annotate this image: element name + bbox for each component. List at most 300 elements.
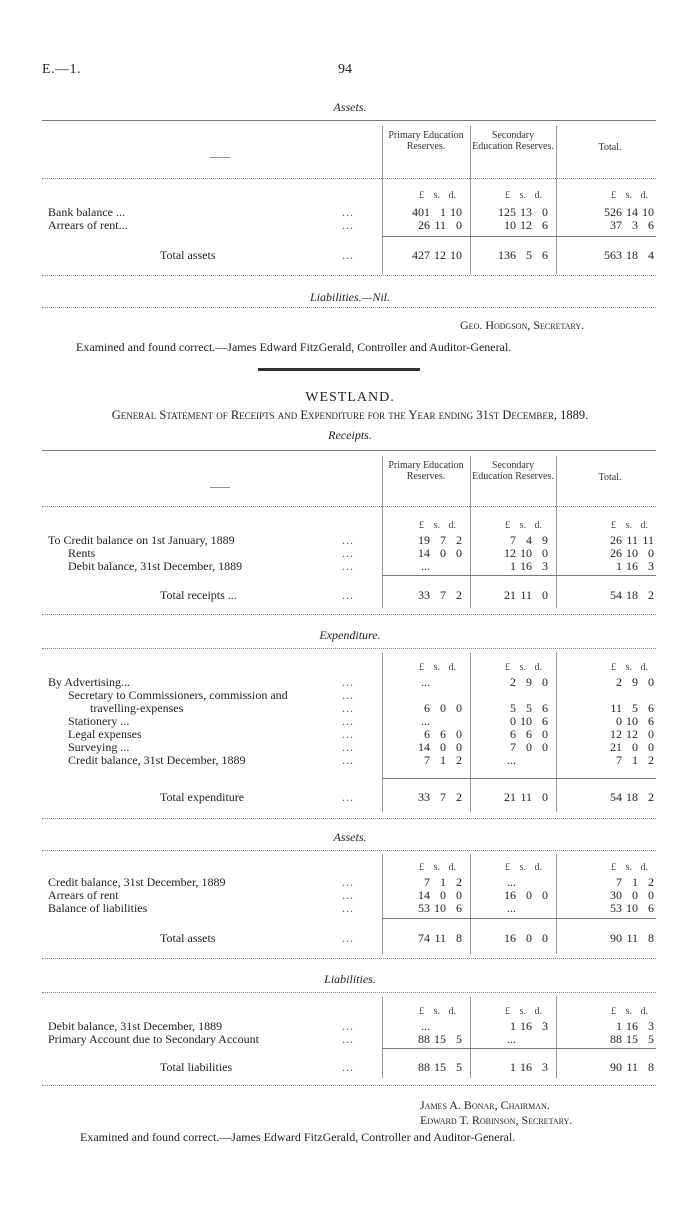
unit-d: d.: [640, 520, 648, 531]
total-c1-pounds: 88: [418, 1060, 430, 1074]
total-c1: [398, 248, 462, 263]
total-label: Total liabilities: [160, 1060, 233, 1074]
total-c3: [590, 588, 654, 603]
amount-c3-pounds: 7: [616, 753, 622, 767]
amount-c2-shillings: 4: [526, 533, 532, 547]
amount-c3-pence: 6: [648, 218, 654, 232]
amount-c1-pence: 10: [450, 205, 462, 219]
amount-c2: [484, 1032, 548, 1047]
unit-s: s.: [625, 190, 632, 201]
amount-c1-pounds: 88: [418, 1032, 430, 1046]
unit-s: s.: [519, 520, 526, 531]
amount-c1: [398, 218, 462, 233]
amount-c1: [398, 1032, 462, 1047]
amount-c3-shillings: 9: [632, 675, 638, 689]
amount-c2-pounds: 12: [504, 546, 516, 560]
amount-c1-pence: 0: [456, 701, 462, 715]
section-caption-liabilities: Liabilities.: [324, 972, 376, 986]
amount-c3-shillings: 5: [632, 701, 638, 715]
leader-dots: ...: [342, 588, 354, 602]
unit-s: s.: [519, 862, 526, 873]
unit-s: s.: [625, 662, 632, 673]
amount-c3-shillings: 10: [626, 546, 638, 560]
unit-d: d.: [640, 862, 648, 873]
leader-dots: ...: [342, 1019, 354, 1033]
amount-c1-pence: [446, 559, 462, 574]
unit-s: s.: [433, 662, 440, 673]
unit-l: £: [505, 520, 510, 531]
unit-header-c1: [398, 862, 462, 873]
amount-c3-pounds: 2: [616, 675, 622, 689]
column-divider: [382, 126, 383, 274]
unit-s: s.: [519, 662, 526, 673]
amount-c2-pounds: ...: [507, 901, 516, 915]
column-divider: [556, 652, 557, 812]
table-top-rule: [42, 850, 656, 851]
total-c3-pence: 8: [648, 1060, 654, 1074]
amount-c3-pence: 0: [648, 546, 654, 560]
amount-c1-pounds: 14: [418, 546, 430, 560]
amount-c3-pence: 0: [648, 727, 654, 741]
amount-c2-shillings: 9: [526, 675, 532, 689]
amount-c3-shillings: 16: [626, 559, 638, 573]
total-c3-pounds: 54: [610, 588, 622, 602]
leader-dots: ...: [342, 675, 354, 689]
amount-c1-pounds: 7: [424, 875, 430, 889]
amount-c2-pence: 0: [542, 740, 548, 754]
unit-header-c2: [484, 190, 548, 201]
table-bottom-rule: [42, 614, 656, 615]
unit-s: s.: [433, 190, 440, 201]
amount-c3-shillings: 12: [626, 727, 638, 741]
amount-c3-shillings: 10: [626, 901, 638, 915]
leader-dots: ...: [342, 688, 354, 702]
column-divider: [470, 652, 471, 812]
amount-c2-shillings: [516, 753, 532, 768]
amount-c2-pence: 0: [542, 675, 548, 689]
unit-header-c2: [484, 862, 548, 873]
unit-s: s.: [433, 1006, 440, 1017]
section-caption-assets-westland: Assets.: [333, 830, 367, 844]
amount-c3-shillings: 0: [632, 740, 638, 754]
amount-c3-pence: 0: [648, 740, 654, 754]
total-c2: [484, 1060, 548, 1075]
total-c2: [484, 931, 548, 946]
table-top-rule: [42, 648, 656, 649]
unit-header-c3: [590, 520, 654, 531]
column-divider: [470, 854, 471, 954]
section-caption-expenditure: Expenditure.: [319, 628, 381, 642]
amount-c3-shillings: 1: [632, 753, 638, 767]
secretary-signature: Geo. Hodgson, Secretary.: [460, 318, 585, 332]
amount-c1: [398, 675, 462, 690]
amount-c1-pence: 0: [456, 727, 462, 741]
unit-l: £: [419, 862, 424, 873]
amount-c3-pounds: 526: [604, 205, 622, 219]
amount-c1-pence: [446, 675, 462, 690]
amount-c3-pounds: 26: [610, 533, 622, 547]
amount-c3-pounds: 37: [610, 218, 622, 232]
amount-c2-pence: [532, 1032, 548, 1047]
unit-d: d.: [534, 662, 542, 673]
amount-c3-pounds: 53: [610, 901, 622, 915]
amount-c3-shillings: 10: [626, 714, 638, 728]
amount-c2: [484, 901, 548, 916]
total-c3-shillings: 11: [626, 1060, 638, 1074]
amount-c1-pounds: ...: [421, 1019, 430, 1033]
table-bottom-rule: [42, 275, 656, 276]
amount-c2-shillings: 12: [520, 218, 532, 232]
amount-c1: [398, 901, 462, 916]
total-c1-pence: 10: [450, 248, 462, 262]
amount-c2-pence: 6: [542, 701, 548, 715]
amount-c3-pounds: 26: [610, 546, 622, 560]
amount-c1-pounds: ...: [421, 559, 430, 573]
total-c2-shillings: 11: [520, 790, 532, 804]
unit-d: d.: [640, 1006, 648, 1017]
column-divider: [556, 996, 557, 1078]
amount-c2-pounds: 0: [510, 714, 516, 728]
amount-c3-shillings: 0: [632, 888, 638, 902]
total-c1-pence: 2: [456, 790, 462, 804]
unit-s: s.: [519, 190, 526, 201]
amount-c2-pence: 9: [542, 533, 548, 547]
amount-c2: [484, 675, 548, 690]
amount-c1-pence: 5: [456, 1032, 462, 1046]
amount-c3-pence: 2: [648, 753, 654, 767]
amount-c1-shillings: 1: [440, 753, 446, 767]
header-total: Total.: [598, 142, 622, 153]
header-primary: Primary Education Reserves.: [388, 460, 464, 482]
amount-c3-shillings: 16: [626, 1019, 638, 1033]
amount-c2-shillings: 16: [520, 559, 532, 573]
table-top-rule: [42, 450, 656, 451]
row-label: Balance of liabilities: [48, 901, 148, 915]
column-divider: [382, 652, 383, 812]
amount-c1-pounds: 19: [418, 533, 430, 547]
unit-s: s.: [625, 520, 632, 531]
amount-c3: [590, 753, 654, 768]
unit-header-c1: [398, 662, 462, 673]
leader-dots: ...: [342, 559, 354, 573]
amount-c2: [484, 218, 548, 233]
amount-c1-shillings: 6: [440, 727, 446, 741]
table-bottom-rule: [42, 1085, 656, 1086]
total-c1-shillings: 12: [434, 248, 446, 262]
leader-dots: ...: [342, 931, 354, 945]
leader-dots: ...: [342, 901, 354, 915]
amount-c1-shillings: 11: [434, 218, 446, 232]
amount-c1-pounds: 401: [412, 205, 430, 219]
amount-c1-pounds: ...: [421, 675, 430, 689]
total-label: Total receipts ...: [160, 588, 237, 602]
amount-c1-pence: 2: [456, 753, 462, 767]
amount-c3-pence: 6: [648, 901, 654, 915]
total-c3-pence: 4: [648, 248, 654, 262]
total-c3: [590, 790, 654, 805]
westland-title: WESTLAND.: [305, 390, 395, 405]
amount-c2: [484, 753, 548, 768]
unit-l: £: [505, 190, 510, 201]
amount-c1-pounds: 14: [418, 888, 430, 902]
leader-dots: ...: [342, 248, 354, 262]
row-label: Legal expenses: [68, 727, 142, 741]
separator-rule: [42, 307, 656, 308]
unit-header-c1: [398, 190, 462, 201]
amount-c1-shillings: [430, 559, 446, 574]
amount-c3: [590, 218, 654, 233]
row-label: Primary Account due to Secondary Account: [48, 1032, 259, 1046]
amount-c2-pence: 6: [542, 218, 548, 232]
total-c2: [484, 588, 548, 603]
row-label: To Credit balance on 1st January, 1889: [48, 533, 235, 547]
liabilities-nil: Liabilities.—Nil.: [309, 290, 390, 304]
amount-c1-pence: 0: [456, 740, 462, 754]
total-c2-pounds: 21: [504, 790, 516, 804]
amount-c2-pence: 6: [542, 714, 548, 728]
subtotal-rule: [382, 236, 656, 237]
header-secondary: Secondary Education Reserves.: [472, 130, 554, 152]
amount-c3-pence: 2: [648, 875, 654, 889]
amount-c2-pence: 3: [542, 559, 548, 573]
subtotal-rule: [382, 575, 656, 576]
report-reference: E.—1.: [42, 62, 82, 77]
unit-s: s.: [433, 520, 440, 531]
table-bottom-rule: [42, 818, 656, 819]
amount-c2-pounds: 1: [510, 1019, 516, 1033]
header-dash: ——: [210, 152, 230, 163]
unit-l: £: [611, 862, 616, 873]
leader-dots: ...: [342, 533, 354, 547]
amount-c3-pence: 0: [648, 675, 654, 689]
unit-header-c2: [484, 1006, 548, 1017]
unit-l: £: [611, 1006, 616, 1017]
column-divider: [470, 996, 471, 1078]
row-label: Arrears of rent...: [48, 218, 128, 232]
row-label: Credit balance, 31st December, 1889: [48, 875, 226, 889]
unit-l: £: [611, 190, 616, 201]
amount-c3-pounds: 12: [610, 727, 622, 741]
amount-c3: [590, 675, 654, 690]
amount-c1-pounds: ...: [421, 714, 430, 728]
subtotal-rule: [382, 1048, 656, 1049]
total-c3-shillings: 18: [626, 588, 638, 602]
auditor-statement: Examined and found correct.—James Edward FitzGerald, Controller and Auditor-General.: [76, 340, 512, 354]
amount-c2-pounds: 5: [510, 701, 516, 715]
total-c3-pence: 2: [648, 588, 654, 602]
total-c3-pence: 2: [648, 790, 654, 804]
total-c2-shillings: 11: [520, 588, 532, 602]
total-label: Total assets: [160, 248, 216, 262]
total-label: Total expenditure: [160, 790, 245, 804]
amount-c2-pence: [532, 753, 548, 768]
unit-s: s.: [519, 1006, 526, 1017]
total-c1-pence: 2: [456, 588, 462, 602]
total-c2-pounds: 1: [510, 1060, 516, 1074]
amount-c3-pence: 5: [648, 1032, 654, 1046]
total-c2-pence: 0: [542, 931, 548, 945]
amount-c2-pounds: 10: [504, 218, 516, 232]
amount-c3-pounds: 21: [610, 740, 622, 754]
amount-c1-shillings: [430, 675, 446, 690]
unit-header-c2: [484, 520, 548, 531]
row-label: Credit balance, 31st December, 1889: [68, 753, 246, 767]
total-c2-shillings: 0: [526, 931, 532, 945]
unit-header-c1: [398, 520, 462, 531]
unit-header-c3: [590, 190, 654, 201]
leader-dots: ...: [342, 218, 354, 232]
amount-c1-pounds: 53: [418, 901, 430, 915]
header-total: Total.: [598, 472, 622, 483]
amount-c3-pounds: 11: [610, 701, 622, 715]
amount-c1-shillings: 7: [440, 533, 446, 547]
amount-c3-pounds: 7: [616, 875, 622, 889]
total-c3-shillings: 18: [626, 790, 638, 804]
amount-c2-shillings: 0: [526, 740, 532, 754]
total-c2-shillings: 5: [526, 248, 532, 262]
unit-d: d.: [448, 190, 456, 201]
section-caption-receipts: Receipts.: [328, 428, 372, 442]
total-c3-pounds: 90: [610, 1060, 622, 1074]
amount-c1-pounds: 6: [424, 701, 430, 715]
total-c3-shillings: 18: [626, 248, 638, 262]
total-c3: [590, 248, 654, 263]
amount-c2-shillings: 10: [520, 546, 532, 560]
total-c3-pounds: 90: [610, 931, 622, 945]
unit-header-c2: [484, 662, 548, 673]
amount-c3-pounds: 0: [616, 714, 622, 728]
auditor-statement: Examined and found correct.—James Edward FitzGerald, Controller and Auditor-General.: [80, 1130, 516, 1144]
amount-c2-pence: [532, 901, 548, 916]
row-label: Debit balance, 31st December, 1889: [48, 1019, 223, 1033]
total-c2-shillings: 16: [520, 1060, 532, 1074]
amount-c3-pounds: 30: [610, 888, 622, 902]
amount-c3-pence: 11: [642, 533, 654, 547]
total-c1-shillings: 7: [440, 588, 446, 602]
amount-c2-shillings: 6: [526, 727, 532, 741]
unit-d: d.: [534, 862, 542, 873]
amount-c2-shillings: 5: [526, 701, 532, 715]
header-primary: Primary Education Reserves.: [388, 130, 464, 152]
header-bottom-rule: [42, 178, 656, 179]
leader-dots: ...: [342, 546, 354, 560]
amount-c3-shillings: 14: [626, 205, 638, 219]
row-label: Surveying ...: [68, 740, 130, 754]
leader-dots: ...: [342, 875, 354, 889]
unit-d: d.: [534, 190, 542, 201]
amount-c3-pence: 3: [648, 559, 654, 573]
section-divider-bar: [258, 368, 420, 371]
amount-c1: [398, 753, 462, 768]
amount-c1-shillings: 0: [440, 888, 446, 902]
leader-dots: ...: [342, 740, 354, 754]
amount-c2-pence: 0: [542, 205, 548, 219]
leader-dots: ...: [342, 714, 354, 728]
amount-c2-pounds: 125: [498, 205, 516, 219]
total-c2-pounds: 21: [504, 588, 516, 602]
leader-dots: ...: [342, 888, 354, 902]
amount-c2-pounds: 7: [510, 740, 516, 754]
amount-c1-pence: 2: [456, 533, 462, 547]
total-c3-pounds: 563: [604, 248, 622, 262]
row-label: Bank balance ...: [48, 205, 125, 219]
leader-dots: ...: [342, 1032, 354, 1046]
row-label: Debit balance, 31st December, 1889: [68, 559, 243, 573]
header-secondary: Secondary Education Reserves.: [472, 460, 554, 482]
column-divider: [382, 854, 383, 954]
header-dash: ——: [210, 482, 230, 493]
leader-dots: ...: [342, 701, 354, 715]
total-c1-pence: 5: [456, 1060, 462, 1074]
table-top-rule: [42, 992, 656, 993]
unit-header-c3: [590, 862, 654, 873]
unit-s: s.: [625, 1006, 632, 1017]
row-label: Arrears of rent: [48, 888, 119, 902]
row-label: Stationery ...: [68, 714, 130, 728]
amount-c2-pounds: ...: [507, 753, 516, 767]
amount-c3-pence: 0: [648, 888, 654, 902]
total-c2-pence: 0: [542, 790, 548, 804]
secretary-signature: Edward T. Robinson, Secretary.: [420, 1113, 573, 1127]
amount-c2-pence: 0: [542, 888, 548, 902]
amount-c2-pence: 3: [542, 1019, 548, 1033]
unit-l: £: [505, 862, 510, 873]
leader-dots: ...: [342, 727, 354, 741]
amount-c3-shillings: 1: [632, 875, 638, 889]
total-c1-shillings: 11: [434, 931, 446, 945]
table-top-rule: [42, 120, 656, 121]
amount-c3-pence: 6: [648, 714, 654, 728]
amount-c3-shillings: 3: [632, 218, 638, 232]
total-c3-pounds: 54: [610, 790, 622, 804]
amount-c2-pounds: 6: [510, 727, 516, 741]
unit-l: £: [419, 520, 424, 531]
amount-c1-pence: 0: [456, 218, 462, 232]
table-bottom-rule: [42, 958, 656, 959]
total-c2-pence: 6: [542, 248, 548, 262]
amount-c3-pounds: 1: [616, 559, 622, 573]
column-divider: [470, 456, 471, 608]
total-c1-pounds: 33: [418, 588, 430, 602]
total-c2-pence: 0: [542, 588, 548, 602]
column-divider: [556, 456, 557, 608]
unit-l: £: [611, 662, 616, 673]
amount-c2-shillings: [516, 1032, 532, 1047]
leader-dots: ...: [342, 1060, 354, 1074]
amount-c2-pounds: 2: [510, 675, 516, 689]
amount-c1-shillings: 10: [434, 901, 446, 915]
column-divider: [556, 126, 557, 274]
row-label: Secretary to Commissioners, commission and: [68, 688, 288, 702]
unit-d: d.: [448, 862, 456, 873]
total-c2: [484, 790, 548, 805]
amount-c3-pence: 6: [648, 701, 654, 715]
unit-l: £: [419, 1006, 424, 1017]
page-number: 94: [338, 62, 352, 77]
amount-c2-shillings: [516, 901, 532, 916]
leader-dots: ...: [342, 753, 354, 767]
total-c2-pounds: 136: [498, 248, 516, 262]
amount-c1-shillings: 15: [434, 1032, 446, 1046]
amount-c3-pence: 10: [642, 205, 654, 219]
amount-c2-pounds: 7: [510, 533, 516, 547]
amount-c2-pounds: 1: [510, 559, 516, 573]
subtotal-rule: [382, 778, 656, 779]
unit-d: d.: [448, 520, 456, 531]
column-divider: [556, 854, 557, 954]
total-c1-shillings: 15: [434, 1060, 446, 1074]
leader-dots: ...: [342, 790, 354, 804]
